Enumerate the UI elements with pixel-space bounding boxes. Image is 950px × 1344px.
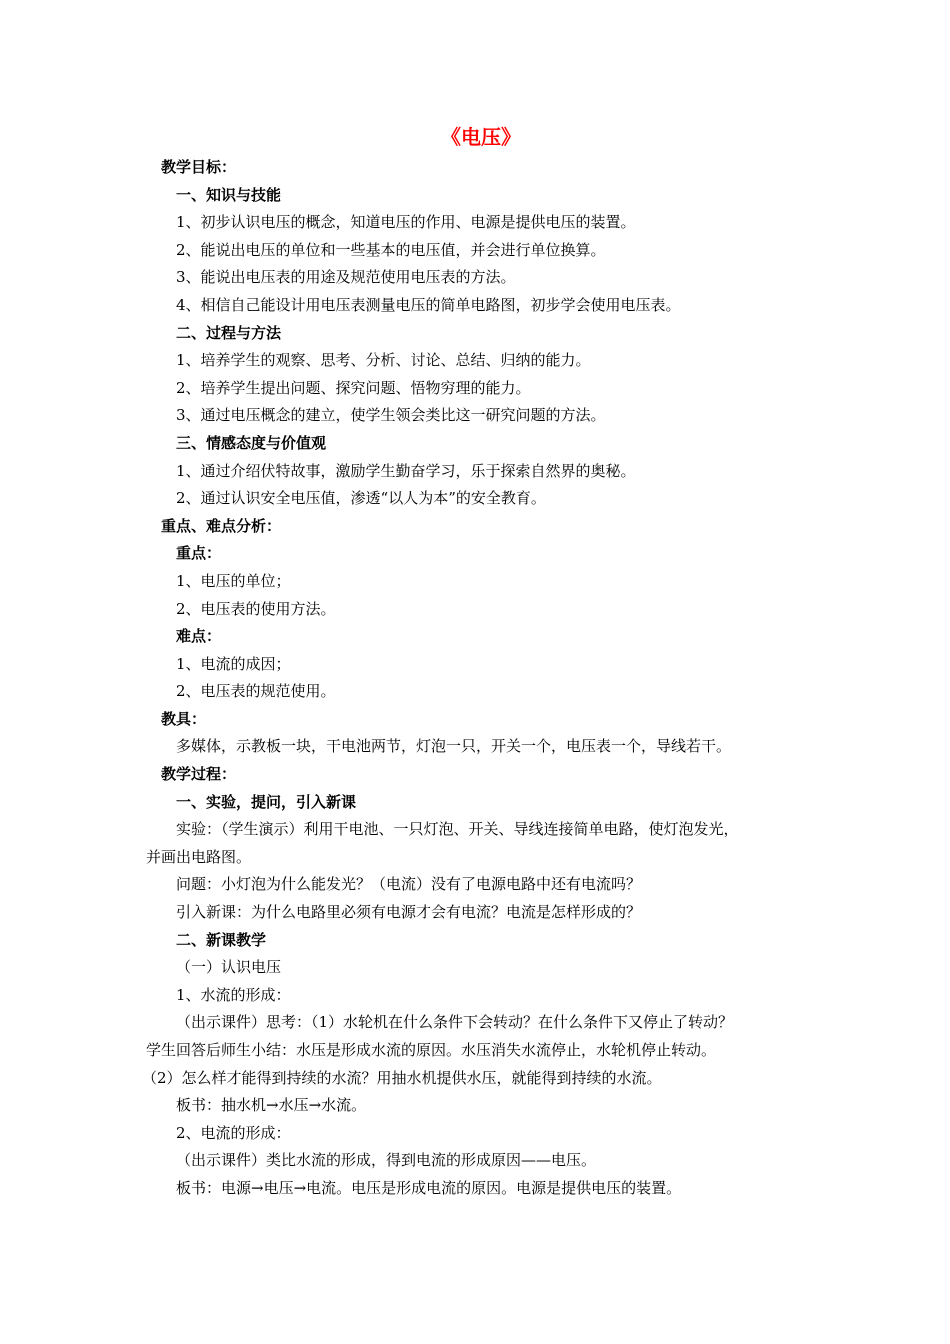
- intro-text: 引入新课：为什么电路里必须有电源才会有电流？电流是怎样形成的？: [176, 903, 642, 922]
- difficulty-item: 1、电流的成因；: [176, 654, 291, 673]
- tools-text: 多媒体，示教板一块，干电池两节，灯泡一只，开关一个，电压表一个，导线若干。: [176, 737, 732, 756]
- attitude-item: 2、通过认识安全电压值，渗透“以人为本”的安全教育。: [176, 489, 546, 508]
- water-flow-text-continued: 学生回答后师生小结：水压是形成水流的原因。水压消失水流停止，水轮机停止转动。: [146, 1041, 717, 1059]
- part2-heading: 二、新课教学: [176, 930, 267, 949]
- knowledge-item: 3、能说出电压表的用途及规范使用电压表的方法。: [176, 268, 516, 287]
- analysis-heading: 重点、难点分析：: [161, 516, 282, 535]
- knowledge-heading: 一、知识与技能: [176, 185, 282, 204]
- goals-heading: 教学目标：: [161, 158, 237, 176]
- water-flow-text-continued: （2）怎么样才能得到持续的水流？用抽水机提供水压，就能得到持续的水流。: [142, 1068, 662, 1087]
- knowledge-item: 1、初步认识电压的概念，知道电压的作用、电源是提供电压的装置。: [176, 213, 636, 232]
- experiment-text: 实验：（学生演示）利用干电池、一只灯泡、开关、导线连接简单电路，使灯泡发光，: [176, 820, 739, 839]
- attitude-item: 1、通过介绍伏特故事，激励学生勤奋学习，乐于探索自然界的奥秘。: [176, 461, 636, 480]
- difficulty-heading: 难点：: [176, 627, 222, 646]
- experiment-text-continued: 并画出电路图。: [146, 847, 252, 866]
- current-flow-heading: 2、电流的形成：: [176, 1123, 291, 1142]
- attitude-heading: 三、情感态度与价值观: [176, 433, 327, 452]
- tools-heading: 教具：: [161, 709, 207, 728]
- question-text: 问题：小灯泡为什么能发光？（电流）没有了电源电路中还有电流吗？: [176, 875, 642, 894]
- subsection-heading: （一）认识电压: [176, 958, 282, 977]
- current-board-text: 板书：电源→电压→电流。电压是形成电流的原因。电源是提供电压的装置。: [176, 1178, 682, 1197]
- key-point-item: 2、电压表的使用方法。: [176, 599, 336, 618]
- difficulty-item: 2、电压表的规范使用。: [176, 682, 336, 701]
- knowledge-item: 2、能说出电压的单位和一些基本的电压值，并会进行单位换算。: [176, 240, 606, 259]
- document-page: [142, 120, 816, 1203]
- current-flow-text: （出示课件）类比水流的形成，得到电流的形成原因——电压。: [176, 1151, 597, 1170]
- page-title: 《电压》: [441, 125, 521, 149]
- knowledge-item: 4、相信自己能设计用电压表测量电压的简单电路图，初步学会使用电压表。: [176, 295, 681, 314]
- process-method-item: 3、通过电压概念的建立，使学生领会类比这一研究问题的方法。: [176, 406, 606, 425]
- water-flow-text: （出示课件）思考：（1）水轮机在什么条件下会转动？在什么条件下又停止了转动？: [176, 1013, 734, 1032]
- process-method-item: 1、培养学生的观察、思考、分析、讨论、总结、归纳的能力。: [176, 351, 591, 370]
- process-method-item: 2、培养学生提出问题、探究问题、悟物穷理的能力。: [176, 378, 531, 397]
- water-flow-heading: 1、水流的形成：: [176, 985, 291, 1004]
- part1-heading: 一、实验，提问，引入新课: [176, 792, 357, 811]
- key-point-item: 1、电压的单位；: [176, 571, 291, 590]
- key-points-heading: 重点：: [176, 544, 222, 563]
- process-method-heading: 二、过程与方法: [176, 323, 282, 342]
- teaching-process-heading: 教学过程：: [161, 765, 237, 784]
- water-board-text: 板书：抽水机→水压→水流。: [176, 1096, 367, 1115]
